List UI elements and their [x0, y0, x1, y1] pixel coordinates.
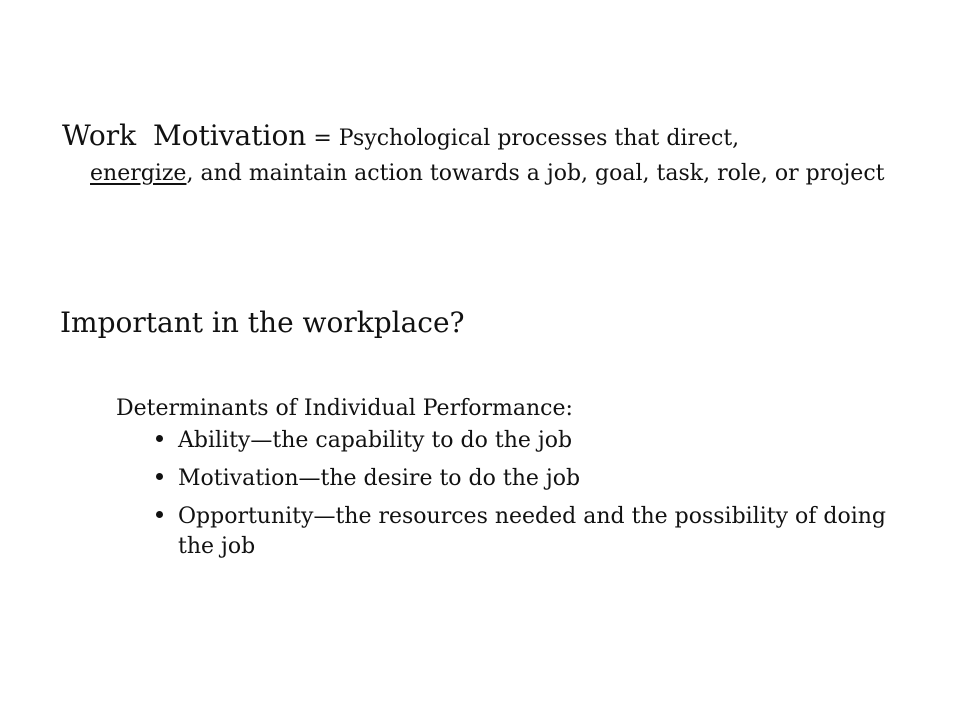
bullet-icon — [156, 511, 163, 518]
list-item — [154, 464, 914, 494]
definition-text-after: , and maintain action towards a job, goal, task, role, or project — [186, 161, 885, 186]
list-item — [154, 426, 914, 456]
definition-continuation — [62, 156, 914, 191]
bullet-icon — [156, 435, 163, 442]
determinants-heading: Determinants of Individual Performance: — [116, 396, 573, 421]
underlined-word: energize — [90, 161, 187, 186]
bullet-icon — [156, 473, 163, 480]
list-item-text: Opportunity—the resources needed and the possibility of doing the job — [178, 504, 887, 559]
list-item-text: Ability—the capability to do the job — [178, 428, 573, 453]
equals-sign: = — [313, 126, 332, 151]
definition-paragraph — [62, 118, 914, 191]
definition-term: Work Motivation — [62, 119, 307, 152]
list-item-text: Motivation—the desire to do the job — [178, 466, 581, 491]
list-item — [154, 502, 914, 562]
definition-text-before: Psychological processes that direct, — [338, 126, 740, 151]
determinants-list — [154, 426, 914, 570]
question-heading: Important in the workplace? — [60, 306, 465, 339]
